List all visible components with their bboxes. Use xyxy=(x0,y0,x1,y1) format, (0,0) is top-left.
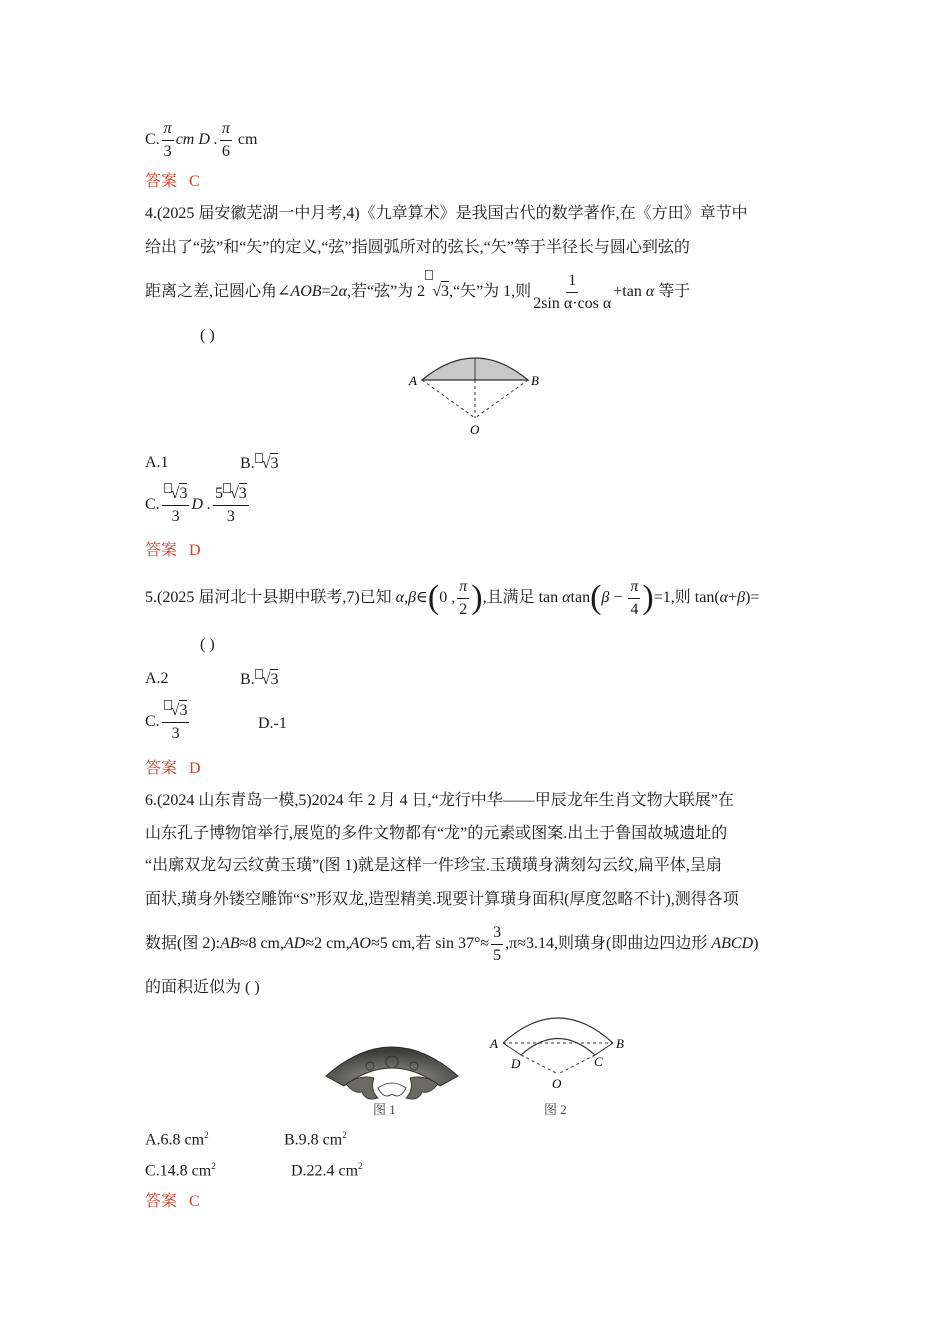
q4-option-a: A.1 xyxy=(145,454,169,471)
q6-label-c: C xyxy=(594,1054,603,1069)
q4-label-o: O xyxy=(470,422,480,437)
q3-options-cd: C. $\frac{\pi}{3}$ cm D . $\frac{\pi}{6}$ cm xyxy=(145,120,258,160)
q6-option-a: A.6.8 $cm^2$ xyxy=(145,1130,209,1149)
q4-stem-line2: 给出了“弦”和“矢”的定义,“弦”指圆弧所对的弦长,“矢”等于半径长与圆心到弦的 xyxy=(145,239,690,256)
q4-optc-fraction: $\frac{√3}{3}$ xyxy=(162,485,190,525)
q4-answer: 答案 D xyxy=(145,542,201,559)
q5-option-c: C. $\frac{√3}{3}$ xyxy=(145,702,188,742)
q4-optd-fraction: $\frac{5 √3}{3}$ xyxy=(215,485,247,525)
q4-radius-oa xyxy=(422,380,475,418)
q6-outer-arc xyxy=(503,1018,613,1043)
q4-figure xyxy=(400,350,560,440)
q6-inner-arc xyxy=(521,1039,595,1056)
q4-label-a: A xyxy=(409,373,417,388)
q6-option-d: D.22.4 $cm^2$ xyxy=(291,1161,363,1180)
q5-optc-fraction: $\frac{√3}{3}$ xyxy=(162,702,190,742)
q5-option-b: B. √3 xyxy=(240,671,279,688)
q5-answer: 答案 D xyxy=(145,760,201,777)
q6-radius-do xyxy=(521,1055,558,1074)
q5-interval-fraction: $\frac{\pi}{2}$ xyxy=(459,578,468,618)
q6-stem-line3: “出廓双龙勾云纹黄玉璜”(图 1)就是这样一件珍宝.玉璜璜身满刻勾云纹,扁平体,呈扇 xyxy=(145,857,722,874)
q4-expression-fraction: $\frac{1}{\text{2sin α·cos α}}$ xyxy=(533,272,612,312)
q5-stem-line1: 5.(2025 届河北十县期中联考,7)已知 α,β∈(0 , $\frac{\pi}{2}$ ),且满足 tan αtan(β − $\frac{\pi}{4}$ )=1,则 tan(α+β)= xyxy=(145,578,760,618)
q6-answer: 答案 C xyxy=(145,1193,200,1210)
q6-option-b: B.9.8 $cm^2$ xyxy=(284,1130,347,1149)
q6-label-o: O xyxy=(552,1076,562,1091)
q6-stem-line4: 面状,璜身外镂空雕饰“S”形双龙,造型精美.现要计算璜身面积(厚度忽略不计),测得各项 xyxy=(145,891,739,908)
q6-figure2-caption: 图 2 xyxy=(544,1102,567,1117)
q6-sin-fraction: $\frac{3}{5}$ xyxy=(493,924,502,964)
q6-stem-line1: 6.(2024 山东青岛一模,5)2024 年 2 月 4 日,“龙行中华——甲辰龙年生肖文物大联展”在 xyxy=(145,792,734,809)
q4-radius-ob xyxy=(475,380,528,418)
q5-answer-paren: ( ) xyxy=(200,636,215,653)
q6-jade-body xyxy=(326,1047,458,1086)
q6-stem-line2: 山东孔子博物馆举行,展览的多件文物都有“龙”的元素或图案.出土于鲁国故城遗址的 xyxy=(145,825,728,842)
q6-edge-ad xyxy=(503,1043,521,1055)
q3-optc-fraction: $\frac{\pi}{3}$ xyxy=(163,120,172,160)
q6-label-a: A xyxy=(490,1036,498,1051)
q4-label-b: B xyxy=(531,373,539,388)
q6-option-c: C.14.8 $cm^2$ xyxy=(145,1161,216,1180)
q5-inner-fraction: $\frac{\pi}{4}$ xyxy=(630,578,639,618)
q6-radius-co xyxy=(558,1055,595,1074)
q4-options-cd: C. $\frac{√3}{3}$ D . $\frac{5 √3}{3}$ xyxy=(145,485,247,525)
q5-option-d: D.-1 xyxy=(258,715,287,732)
q4-stem-line3: 距离之差,记圆心角∠AOB=2α,若“弦”为 2 √3,“矢”为 1,则 $\frac{1}{\text{2sin α·cos α}}$ +tan α 等于 xyxy=(145,272,691,312)
q4-answer-paren: ( ) xyxy=(200,327,215,344)
q6-stem-line6: 的面积近似为 ( ) xyxy=(145,979,260,996)
q6-label-d: D xyxy=(511,1056,521,1071)
q6-figure1-caption: 图 1 xyxy=(373,1102,396,1117)
q4-stem-line1: 4.(2025 届安徽芜湖一中月考,4)《九章算术》是我国古代的数学著作,在《方田》章节中 xyxy=(145,205,748,222)
q6-stem-line5: 数据(图 2):AB≈8 cm,AD≈2 cm,AO≈5 cm,若 sin 37°≈ $\frac{3}{5}$ ,π≈3.14,则璜身(即曲边四边形 ABCD) xyxy=(145,924,759,964)
q3-optd-fraction: $\frac{\pi}{6}$ xyxy=(221,120,230,160)
q6-figure2 xyxy=(485,1010,630,1095)
q6-label-b: B xyxy=(616,1036,624,1051)
q4-option-b: B. √3 xyxy=(240,455,279,472)
q6-jade-center-cutout xyxy=(378,1083,406,1096)
q5-option-a: A.2 xyxy=(145,670,169,687)
q3-answer: 答案 C xyxy=(145,173,200,190)
